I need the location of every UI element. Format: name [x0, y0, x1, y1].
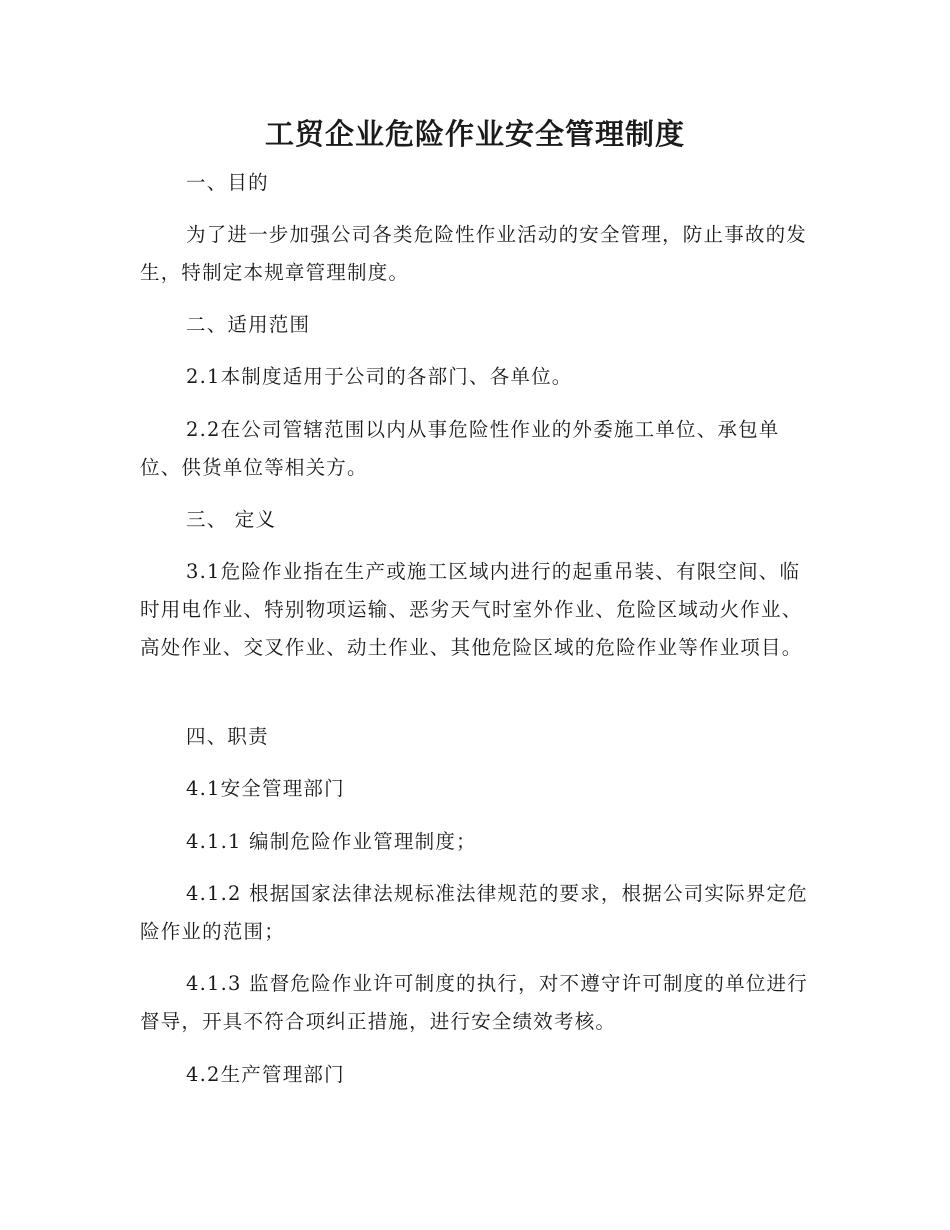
- paragraph-purpose: 为了进一步加强公司各类危险性作业活动的安全管理，防止事故的发生，特制定本规章管理制度。: [140, 223, 808, 284]
- paragraph-4-1: 4.1安全管理部门: [186, 777, 345, 800]
- section-heading-definition: 三、 定义: [186, 508, 277, 531]
- section-heading-purpose: 一、目的: [186, 171, 269, 194]
- paragraph-4-1-3: 4.1.3 监督危险作业许可制度的执行，对不遵守许可制度的单位进行督导，开具不符合项纠正措施，进行安全绩效考核。: [140, 972, 808, 1033]
- paragraph-4-1-1: 4.1.1 编制危险作业管理制度；: [186, 830, 477, 853]
- paragraph-2-2: 2.2在公司管辖范围以内从事危险性作业的外委施工单位、承包单位、供货单位等相关方。: [140, 418, 780, 479]
- paragraph-2-1: 2.1本制度适用于公司的各部门、各单位。: [186, 365, 573, 388]
- document-title: 工贸企业危险作业安全管理制度: [264, 117, 685, 151]
- paragraph-3-1: 3.1危险作业指在生产或施工区域内进行的起重吊装、有限空间、临时用电作业、特别物项运输、恶劣天气时室外作业、危险区域动火作业、高处作业、交叉作业、动土作业、其他危险区域的危险作业等作业项目。: [140, 560, 803, 659]
- paragraph-4-1-2: 4.1.2 根据国家法律法规标准法律规范的要求，根据公司实际界定危险作业的范围；: [140, 882, 808, 943]
- section-heading-duties: 四、职责: [186, 725, 269, 748]
- paragraph-4-2: 4.2生产管理部门: [186, 1063, 345, 1086]
- section-heading-scope: 二、适用范围: [186, 313, 311, 336]
